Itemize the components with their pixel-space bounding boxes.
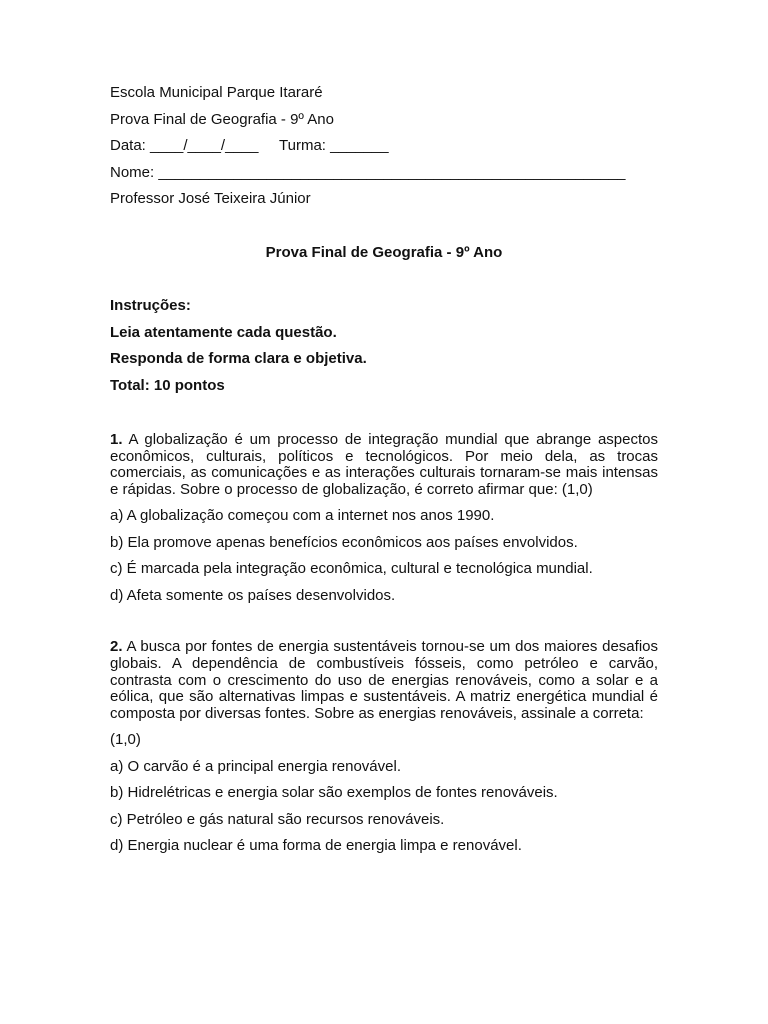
question-number: 1. [110, 431, 123, 448]
spacer [110, 613, 658, 639]
instruction-item: Total: 10 pontos [110, 376, 225, 394]
teacher-name: Professor José Teixeira Júnior [110, 190, 311, 207]
answer-option: a) A globalização começou com a internet nos anos 1990. [110, 507, 495, 525]
question-2 [110, 639, 658, 722]
document-content [110, 84, 658, 864]
instructions-heading: Instruções: [110, 297, 191, 314]
spacer [110, 217, 658, 244]
question-points: (1,0) [110, 731, 141, 749]
date-class-line: Data: ____/____/____ Turma: _______ [110, 137, 389, 154]
question-text: A globalização é um processo de integração mundial que abrange aspectos econômicos, culturais, políticos e tecnológicos. Por meio dela, as trocas comerciais, as comunicações e as interações culturais tornaram-se mais intensas e rápidas. Sobre o processo de globalização, é correto afirmar que: (1,0) [110, 431, 658, 498]
answer-option: d) Afeta somente os países desenvolvidos. [110, 586, 396, 604]
student-name-line: Nome: ________________________________________________________ [110, 163, 626, 181]
answer-option: c) Petróleo e gás natural são recursos renováveis. [110, 810, 445, 828]
spacer [110, 403, 658, 432]
school-name: Escola Municipal Parque Itararé [110, 84, 323, 101]
question-text: A busca por fontes de energia sustentáveis tornou-se um dos maiores desafios globais. A dependência de combustíveis fósseis, como petróleo e carvão, contrasta com o crescimento do uso de energias renováveis, como a solar e a eólica, que são alternativas limpas e sustentáveis. A matriz energética mundial é composta por diversas fontes. Sobre as energias renováveis, assinale a correta: [110, 638, 658, 722]
instruction-item: Leia atentamente cada questão. [110, 323, 337, 341]
answer-option: d) Energia nuclear é uma forma de energia limpa e renovável. [110, 837, 522, 855]
answer-option: a) O carvão é a principal energia renovável. [110, 757, 401, 775]
answer-option: b) Hidrelétricas e energia solar são exemplos de fontes renováveis. [110, 784, 558, 802]
exam-name: Prova Final de Geografia - 9º Ano [110, 110, 334, 128]
spacer [110, 270, 658, 297]
question-1 [110, 432, 658, 498]
answer-option: b) Ela promove apenas benefícios econômicos aos países envolvidos. [110, 533, 578, 551]
instruction-item: Responda de forma clara e objetiva. [110, 350, 367, 367]
question-number: 2. [110, 638, 123, 656]
answer-option: c) É marcada pela integração econômica, cultural e tecnológica mundial. [110, 560, 593, 578]
page-title: Prova Final de Geografia - 9º Ano [265, 243, 503, 261]
